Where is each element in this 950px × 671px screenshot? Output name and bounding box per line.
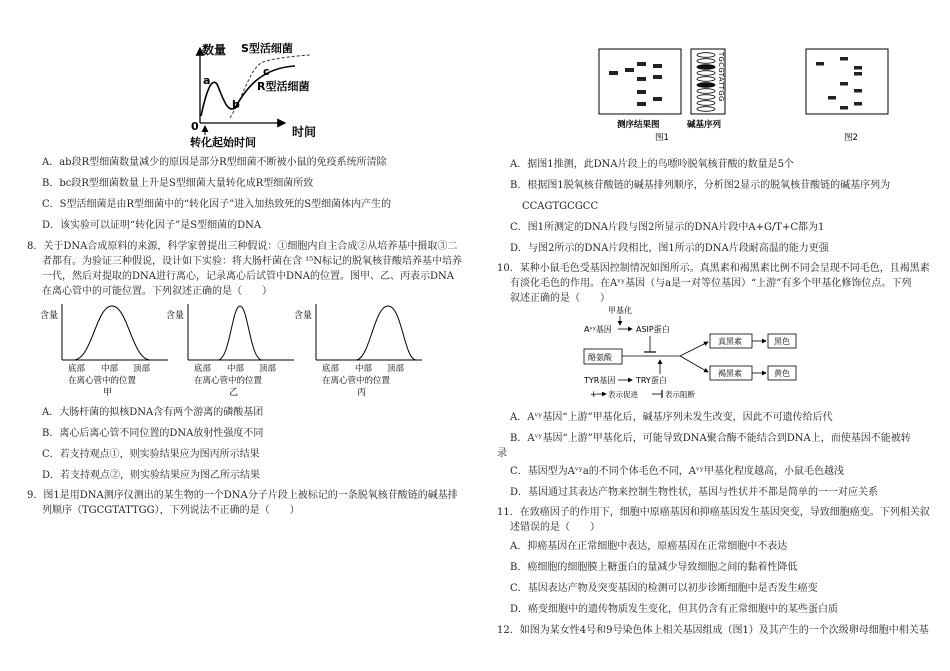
y-label: 含量: [294, 311, 313, 321]
q8-graph-yi: [166, 296, 301, 398]
s-curve-label: S型活细菌: [241, 42, 293, 55]
eumelanin-label: 真黑素: [718, 337, 742, 346]
point-c: c: [263, 65, 270, 78]
q8-option-a: A．大肠杆菌的拟核DNA含有两个游离的磷酸基团: [42, 407, 264, 418]
yellow-label: 黄色: [774, 369, 790, 378]
r-curve-label: R型活细菌: [257, 80, 310, 93]
q10-stem-line-1: 10．某种小鼠毛色受基因控制情况如图所示。真黑素和褐黑素比例不同会呈现不同毛色，且褐黑素: [497, 263, 930, 274]
q11-option-c: C．基因表达产物及突变基因的检测可以初步诊断细胞中是否发生癌变: [510, 583, 818, 594]
y-axis-label: 数量: [202, 43, 227, 57]
graph-name: 甲: [103, 388, 113, 398]
gel-bands: [609, 62, 662, 106]
graph-name: 丙: [357, 388, 367, 398]
q9-option-b: B．根据图1脱氧核苷酸链的碱基排列顺序，分析图2显示的脱氧核苷酸链的碱基序列为: [510, 180, 891, 191]
q8-stem-line-1: 8．关于DNA合成原料的来源，科学家曾提出三种假说：①细胞内自主合成②从培养基中摄取③二: [27, 241, 458, 252]
legend-block: 表示阻断: [665, 390, 695, 399]
tick-middle: 中部: [355, 364, 373, 374]
q7-option-b: B．bc段R型细菌数量上升是S型细菌大量转化成R型细菌所致: [42, 178, 314, 189]
q7-option-a: A．ab段R型细菌数量减少的原因是部分R型细菌不断被小鼠的免疫系统所清除: [42, 157, 387, 168]
pheomelanin-label: 褐黑素: [718, 369, 742, 378]
tick-bottom: 底部: [194, 364, 212, 374]
tyr-gene-label: TYR基因: [584, 376, 616, 385]
methylation-label: 甲基化: [608, 306, 632, 315]
q10-stem-line-3: 叙述正确的是（ ）: [510, 293, 610, 304]
fig2-caption: 图2: [844, 133, 858, 143]
bacteria-growth-graph: [185, 38, 330, 148]
q9-option-d: D．与图2所示的DNA片段相比，图1所示的DNA片段耐高温的能力更强: [510, 243, 829, 254]
q8-graph-bing: [294, 296, 429, 398]
y-label: 含量: [40, 311, 59, 321]
q9-stem-line-1: 9．图1是用DNA测序仪测出的某生物的一个DNA分子片段上被标记的一条脱氧核苷酸链的碱基排: [27, 490, 458, 501]
q10-option-b: B．Aᵛʸ基因“上游”甲基化后，可能导致DNA聚合酶不能结合到DNA上，而使基因不能被转: [510, 433, 911, 444]
point-a: a: [203, 74, 211, 87]
q8-option-d: D．若支持观点②，则实验结果应为图乙所示结果: [42, 470, 261, 481]
q8-option-b: B．离心后离心管不同位置的DNA放射性强度不同: [42, 428, 264, 439]
try-protein-label: TRY蛋白: [636, 376, 667, 385]
tick-top: 顶部: [133, 364, 151, 374]
tick-bottom: 底部: [322, 364, 340, 374]
q11-option-a: A．抑癌基因在正常细胞中表达，原癌基因在正常细胞中不表达: [510, 541, 788, 552]
gel-bands: [816, 57, 862, 110]
tick-middle: 中部: [227, 364, 245, 374]
q8-stem-line-2: 者都有。为验证三种假说，设计如下实验：将大肠杆菌在含 ¹⁵N标记的脱氧核苷酸培养基中培养: [42, 256, 462, 267]
distribution-curve: [356, 306, 416, 360]
distribution-curve: [218, 306, 262, 360]
sequence-ovals: [697, 53, 715, 112]
caption: 在离心管中的位置: [322, 376, 391, 386]
q10-pigment-pathway: [580, 304, 805, 402]
q10-stem-line-2: 有淡化毛色的作用。在Aᵛʸ基因（与a是一对等位基因）“上游”有多个甲基化修饰位点。下列: [510, 278, 912, 289]
avy-gene-label: Aᵛʸ基因: [584, 325, 612, 334]
q9-option-b-cont: CCAGTGCGCC: [522, 201, 599, 212]
q8-stem-line-4: 在离心管中的可能位置。下列叙述正确的是（ ）: [42, 286, 272, 297]
q12-stem: 12．如图为某女性4号和9号染色体上相关基因组成（图1）及其产生的一个次级卵母细胞中相关基: [497, 625, 929, 636]
q11-stem-line-2: 述错误的是（ ）: [510, 522, 600, 533]
caption: 在离心管中的位置: [194, 376, 263, 386]
q11-option-b: B．癌细胞的细胞膜上糖蛋白的量减少导致细胞之间的黏着性降低: [510, 562, 798, 573]
black-label: 黑色: [774, 337, 790, 346]
fig1-caption: 图1: [655, 133, 669, 143]
tick-top: 顶部: [387, 364, 405, 374]
y-label: 含量: [166, 311, 185, 321]
tyrosine-label: 酪氨酸: [588, 353, 612, 362]
q9-figure-2: [800, 44, 900, 144]
tick-bottom: 底部: [68, 364, 86, 374]
q10-option-c: C．基因型为Aᵛʸa的不同个体毛色不同，Aᵛʸ甲基化程度越高，小鼠毛色越浅: [510, 466, 844, 477]
q11-stem-line-1: 11．在致癌因子的作用下，细胞中原癌基因和抑癌基因发生基因突变，导致细胞癌变。下列相关叙: [497, 507, 930, 518]
x-axis-label: 时间: [292, 125, 317, 139]
q9-option-c: C．图1所测定的DNA片段与图2所显示的DNA片段中A+G/T+C都为1: [510, 222, 825, 233]
fig1-label-gel: 测序结果图: [617, 120, 660, 130]
q9-figure-1: [595, 44, 745, 144]
q9-stem-line-2: 列顺序（TGCGTATTGG），下列说法不正确的是（ ）: [42, 505, 300, 516]
q8-option-c: C．若支持观点①，则实验结果应为图丙所示结果: [42, 449, 260, 460]
tick-top: 顶部: [259, 364, 277, 374]
q11-option-d: D．癌变细胞中的遗传物质发生变化，但其仍含有正常细胞中的某些蛋白质: [510, 604, 839, 615]
plus-icon: +: [590, 390, 598, 400]
origin-label: 0: [191, 120, 199, 133]
caption: 在离心管中的位置: [68, 376, 137, 386]
tick-middle: 中部: [101, 364, 119, 374]
asip-label: ASIP蛋白: [636, 325, 670, 334]
q7-option-c: C．S型活细菌是由R型细菌中的“转化因子”进入加热致死的S型细菌体内产生的: [42, 199, 392, 210]
base-sequence-vertical: TGCGTATTGG: [717, 52, 725, 102]
q8-stem-line-3: 一代，然后对提取的DNA进行离心，记录离心后试管中DNA的位置。图甲、乙、丙表示DNA: [42, 271, 454, 282]
q10-option-b-cont: 录: [497, 448, 507, 459]
q7-option-d: D．该实验可以证明“转化因子”是S型细菌的DNA: [42, 220, 262, 231]
q8-graph-jia: [40, 296, 175, 398]
point-b: b: [232, 98, 240, 111]
fig1-label-sequence: 碱基序列: [687, 120, 722, 130]
q10-option-d: D．基因通过其表达产物来控制生物性状，基因与性状并不都是简单的一一对应关系: [510, 487, 879, 498]
q10-option-a: A．Aᵛʸ基因“上游”甲基化后，碱基序列未发生改变，因此不可遗传给后代: [510, 412, 833, 423]
graph-name: 乙: [229, 388, 239, 398]
q9-option-a: A．据图1推测，此DNA片段上的鸟嘌呤脱氧核苷酸的数量是5个: [510, 159, 794, 170]
arrow-label: 转化起始时间: [190, 136, 256, 148]
distribution-curve: [74, 306, 150, 360]
legend-promote: 表示促进: [608, 390, 638, 399]
